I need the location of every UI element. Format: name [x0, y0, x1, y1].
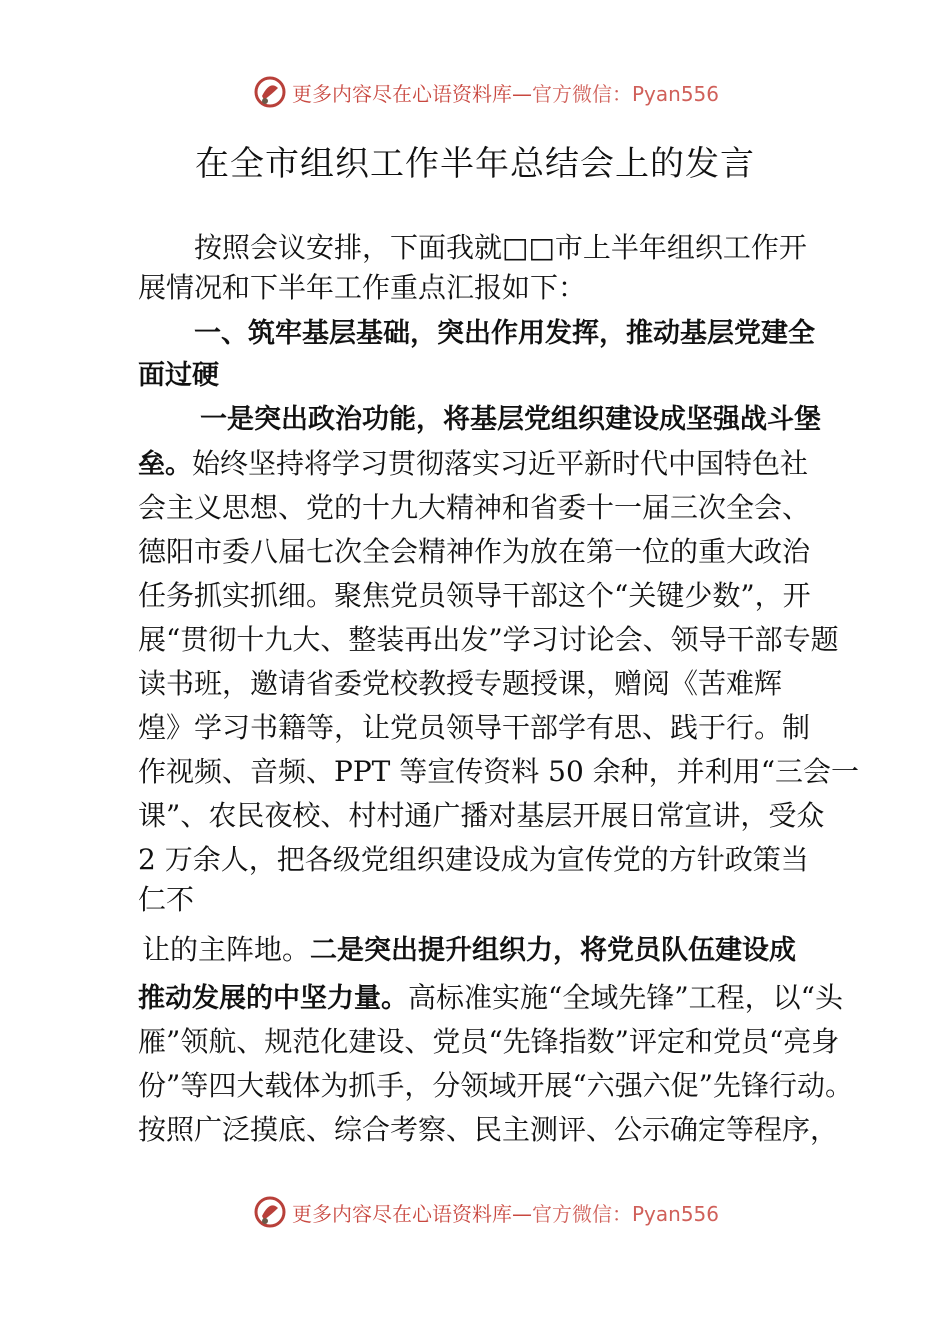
- paragraph-line: 展情况和下半年工作重点汇报如下：: [138, 271, 587, 304]
- paragraph-line: 按照广泛摸底、综合考察、民主测评、公示确定等程序，: [138, 1113, 839, 1146]
- footer-banner: [0, 1192, 950, 1232]
- paragraph-text: 始终坚持将学习贯彻落实习近平新时代中国特色社: [192, 447, 809, 480]
- subsection-heading-end: 推动发展的中坚力量。: [138, 983, 408, 1014]
- brand-logo-icon: [252, 1194, 288, 1230]
- paragraph-line: 德阳市委八届七次全会精神作为放在第一位的重大政治: [138, 535, 811, 568]
- paragraph-line: 2 万余人，把各级党组织建设成为宣传党的方针政策当: [138, 843, 809, 876]
- paragraph-line: [142, 930, 842, 971]
- paragraph-line: [138, 978, 843, 1019]
- banner-text: 更多内容尽在心语资料库—: [292, 82, 532, 106]
- paragraph-line: 任务抓实抓细。聚焦党员领导干部这个“关键少数”，开: [138, 579, 811, 612]
- paragraph-line: [138, 444, 838, 485]
- paragraph-line: 按照会议安排，下面我就□□市上半年组织工作开: [194, 231, 807, 264]
- header-banner: [0, 72, 950, 112]
- banner-text: 更多内容尽在心语资料库—: [292, 1202, 532, 1226]
- subsection-heading: 一是突出政治功能，将基层党组织建设成坚强战斗堡: [200, 404, 821, 435]
- section-heading: 一、筑牢基层基础，突出作用发挥，推动基层党建全: [194, 318, 815, 349]
- banner-wechat: 官方微信：Pyan556: [532, 1202, 720, 1226]
- subsection-heading: 二是突出提升组织力，将党员队伍建设成: [310, 935, 797, 966]
- section-heading: 面过硬: [138, 360, 219, 391]
- paragraph-text: 让的主阵地。: [142, 933, 311, 966]
- banner-ad-text: [292, 78, 719, 107]
- paragraph-line: 作视频、音频、PPT 等宣传资料 50 余种，并利用“三会一: [138, 755, 860, 788]
- subsection-heading-end: 垒。: [138, 449, 192, 480]
- paragraph-line: 课”、农民夜校、村村通广播对基层开展日常宣讲，受众: [138, 799, 825, 832]
- banner-wechat: 官方微信：Pyan556: [532, 82, 720, 106]
- paragraph-line: 仁不: [138, 883, 195, 916]
- paragraph-line: 份”等四大载体为抓手，分领域开展“六强六促”先锋行动。: [138, 1069, 853, 1102]
- banner-ad-text: [292, 1198, 719, 1227]
- paragraph-line: 会主义思想、党的十九大精神和省委十一届三次全会、: [138, 491, 811, 524]
- paragraph-line: 雁”领航、规范化建设、党员“先锋指数”评定和党员“亮身: [138, 1025, 840, 1058]
- page-title: 在全市组织工作半年总结会上的发言: [195, 144, 755, 184]
- paragraph-text: 高标准实施“全域先锋”工程，以“头: [408, 981, 843, 1014]
- paragraph-line: 读书班，邀请省委党校教授专题授课，赠阅《苦难辉: [138, 667, 783, 700]
- paragraph-line: 展“贯彻十九大、整装再出发”学习讨论会、领导干部专题: [138, 623, 839, 656]
- brand-logo-icon: [252, 74, 288, 110]
- paragraph-line: 煌》学习书籍等，让党员领导干部学有思、践于行。制: [138, 711, 811, 744]
